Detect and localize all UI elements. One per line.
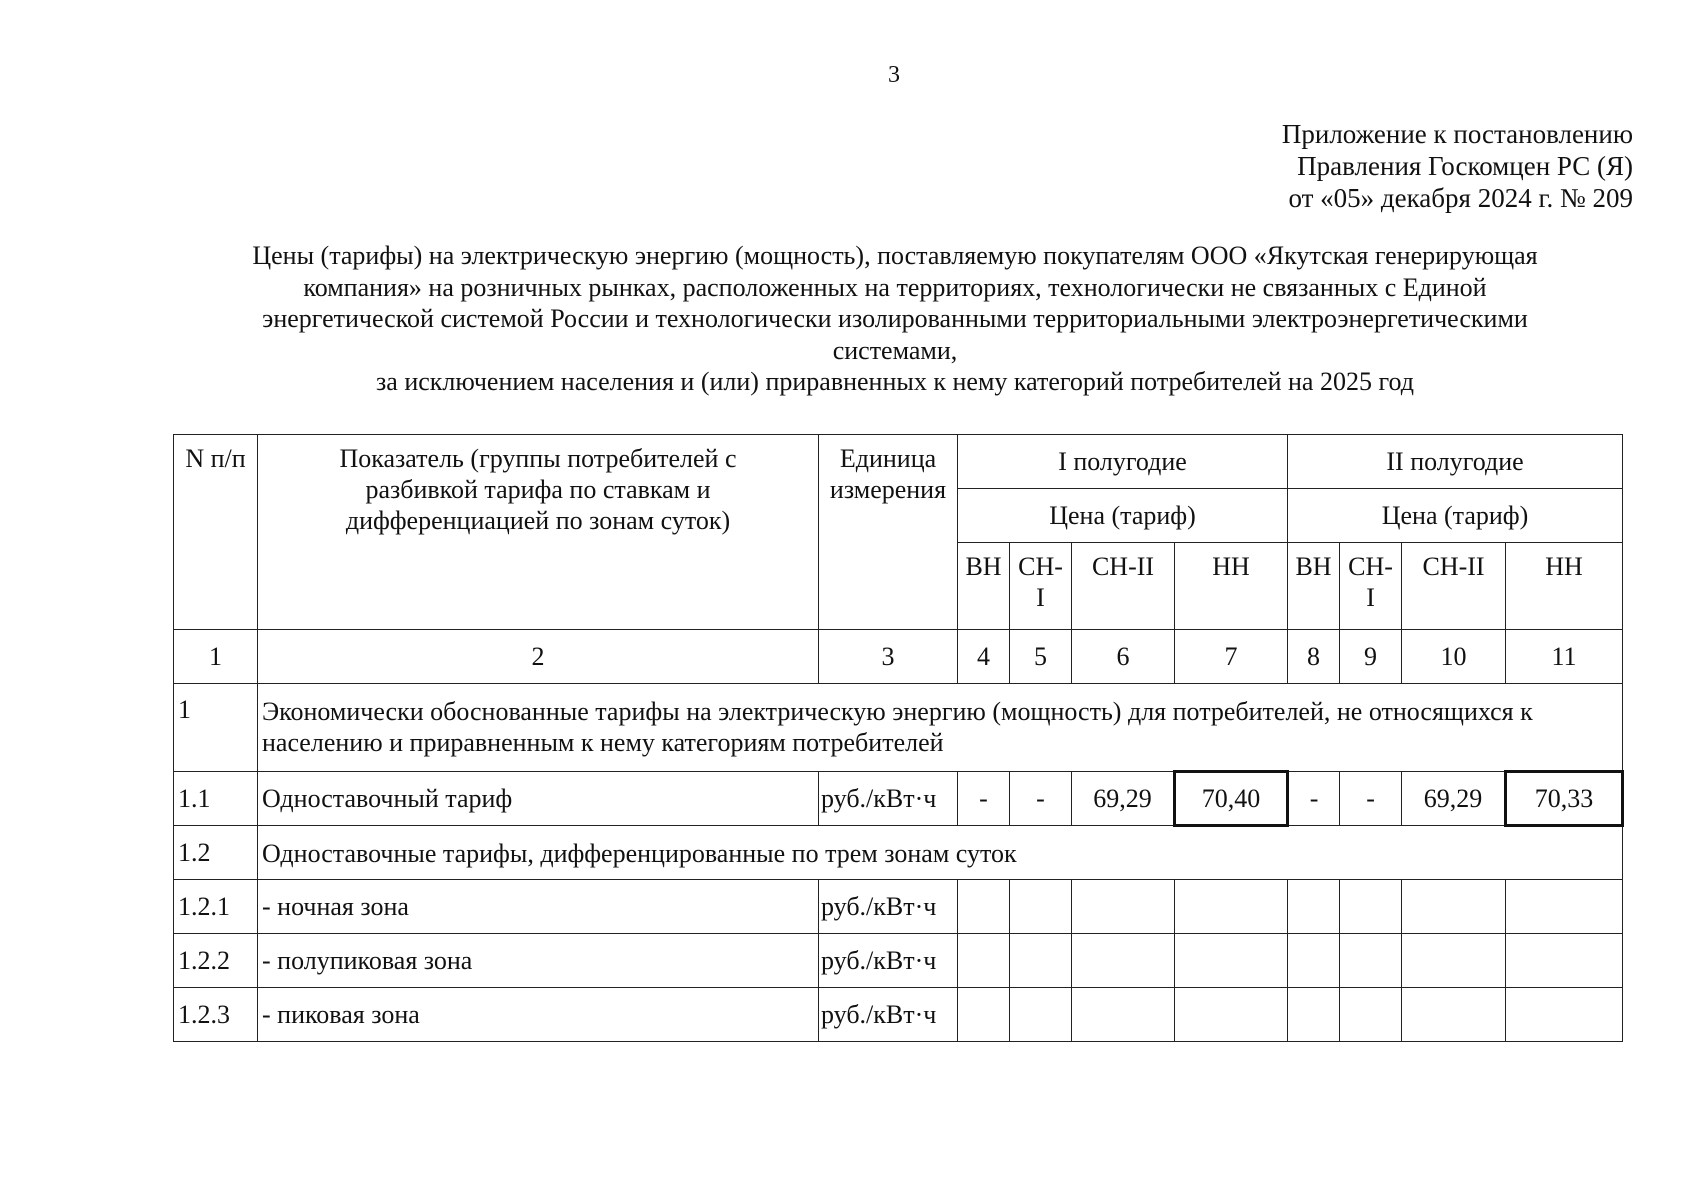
header-unit: Единица измерения	[819, 435, 958, 630]
document-title	[150, 240, 1640, 398]
value-cell	[1010, 988, 1072, 1042]
value-cell: -	[1288, 772, 1340, 826]
column-number: 6	[1072, 630, 1175, 684]
column-number: 2	[258, 630, 819, 684]
value-cell	[958, 988, 1010, 1042]
value-cell	[1175, 880, 1288, 934]
header-level: ВН	[958, 543, 1010, 630]
header-level: СН-I	[1340, 543, 1402, 630]
page-number: 3	[888, 62, 900, 88]
value-cell	[1072, 880, 1175, 934]
row-name: - полупиковая зона	[258, 934, 819, 988]
value-cell	[1340, 988, 1402, 1042]
value-cell	[1340, 934, 1402, 988]
header-price2: Цена (тариф)	[1288, 489, 1623, 543]
value-cell	[1072, 988, 1175, 1042]
header-level: НН	[1175, 543, 1288, 630]
header-level: НН	[1506, 543, 1623, 630]
value-cell: -	[1010, 772, 1072, 826]
header-level: ВН	[1288, 543, 1340, 630]
table-row	[174, 988, 1623, 1042]
header-level: СН-II	[1072, 543, 1175, 630]
value-cell: 70,40	[1175, 772, 1288, 826]
row-number: 1.2.2	[174, 934, 258, 988]
section-text: Экономически обоснованные тарифы на электрическую энергию (мощность) для потребителей, не относящихся к населению и приравненным к нему категориям потребителей	[258, 684, 1623, 772]
header-num: N п/п	[174, 435, 258, 630]
column-number: 9	[1340, 630, 1402, 684]
table-row	[174, 772, 1623, 826]
value-cell	[1506, 880, 1623, 934]
value-cell	[1402, 934, 1506, 988]
value-cell	[1288, 880, 1340, 934]
row-number: 1.2.3	[174, 988, 258, 1042]
section-row	[174, 684, 1623, 772]
section-text: Одноставочные тарифы, дифференцированные по трем зонам суток	[258, 826, 1623, 880]
value-cell: -	[958, 772, 1010, 826]
row-unit: руб./кВт·ч	[819, 988, 958, 1042]
value-cell: -	[1340, 772, 1402, 826]
value-cell	[1072, 934, 1175, 988]
header-price1: Цена (тариф)	[958, 489, 1288, 543]
header-half2: II полугодие	[1288, 435, 1623, 489]
value-cell	[1402, 988, 1506, 1042]
header-row	[174, 435, 1623, 489]
appendix-line: Приложение к постановлению	[1281, 119, 1633, 149]
column-number: 7	[1175, 630, 1288, 684]
column-number: 8	[1288, 630, 1340, 684]
section-row	[174, 826, 1623, 880]
value-cell	[1288, 988, 1340, 1042]
table-row	[174, 934, 1623, 988]
row-number: 1.2.1	[174, 880, 258, 934]
value-cell	[1506, 934, 1623, 988]
value-cell	[1340, 880, 1402, 934]
row-number: 1.2	[174, 826, 258, 880]
value-cell	[1402, 880, 1506, 934]
value-cell: 69,29	[1402, 772, 1506, 826]
column-number: 1	[174, 630, 258, 684]
value-cell: 69,29	[1072, 772, 1175, 826]
title-line: компания» на розничных рынках, расположенных на территориях, технологически не связанных с Единой	[303, 272, 1487, 302]
header-indicator: Показатель (группы потребителей с разбивкой тарифа по ставкам и дифференциацией по зонам суток)	[258, 435, 819, 630]
row-unit: руб./кВт·ч	[819, 880, 958, 934]
title-line: системами,	[832, 335, 958, 365]
value-cell	[1010, 934, 1072, 988]
title-line: за исключением населения и (или) приравненных к нему категорий потребителей на 2025 год	[376, 367, 1414, 396]
header-half1: I полугодие	[958, 435, 1288, 489]
value-cell	[1175, 988, 1288, 1042]
value-cell	[1506, 988, 1623, 1042]
value-cell	[1175, 934, 1288, 988]
column-number-row	[174, 630, 1623, 684]
column-number: 4	[958, 630, 1010, 684]
column-number: 5	[1010, 630, 1072, 684]
title-line: энергетической системой России и технологически изолированными территориальными электроэнергетическими	[262, 304, 1528, 333]
row-number: 1.1	[174, 772, 258, 826]
row-name: Одноставочный тариф	[258, 772, 819, 826]
value-cell	[1288, 934, 1340, 988]
tariff-table	[173, 434, 1624, 1042]
column-number: 11	[1506, 630, 1623, 684]
appendix-note	[1282, 118, 1633, 214]
title-line: Цены (тарифы) на электрическую энергию (мощность), поставляемую покупателям ООО «Якутская генерирующая	[252, 241, 1538, 270]
row-unit: руб./кВт·ч	[819, 772, 958, 826]
column-number: 10	[1402, 630, 1506, 684]
row-name: - пиковая зона	[258, 988, 819, 1042]
value-cell: 70,33	[1506, 772, 1623, 826]
row-number: 1	[174, 684, 258, 772]
table-row	[174, 880, 1623, 934]
header-level: СН-I	[1010, 543, 1072, 630]
header-level: СН-II	[1402, 543, 1506, 630]
row-name: - ночная зона	[258, 880, 819, 934]
value-cell	[958, 880, 1010, 934]
value-cell	[1010, 880, 1072, 934]
column-number: 3	[819, 630, 958, 684]
row-unit: руб./кВт·ч	[819, 934, 958, 988]
appendix-line: от «05» декабря 2024 г. № 209	[1288, 183, 1633, 213]
value-cell	[958, 934, 1010, 988]
appendix-line: Правления Госкомцен РС (Я)	[1297, 151, 1633, 181]
